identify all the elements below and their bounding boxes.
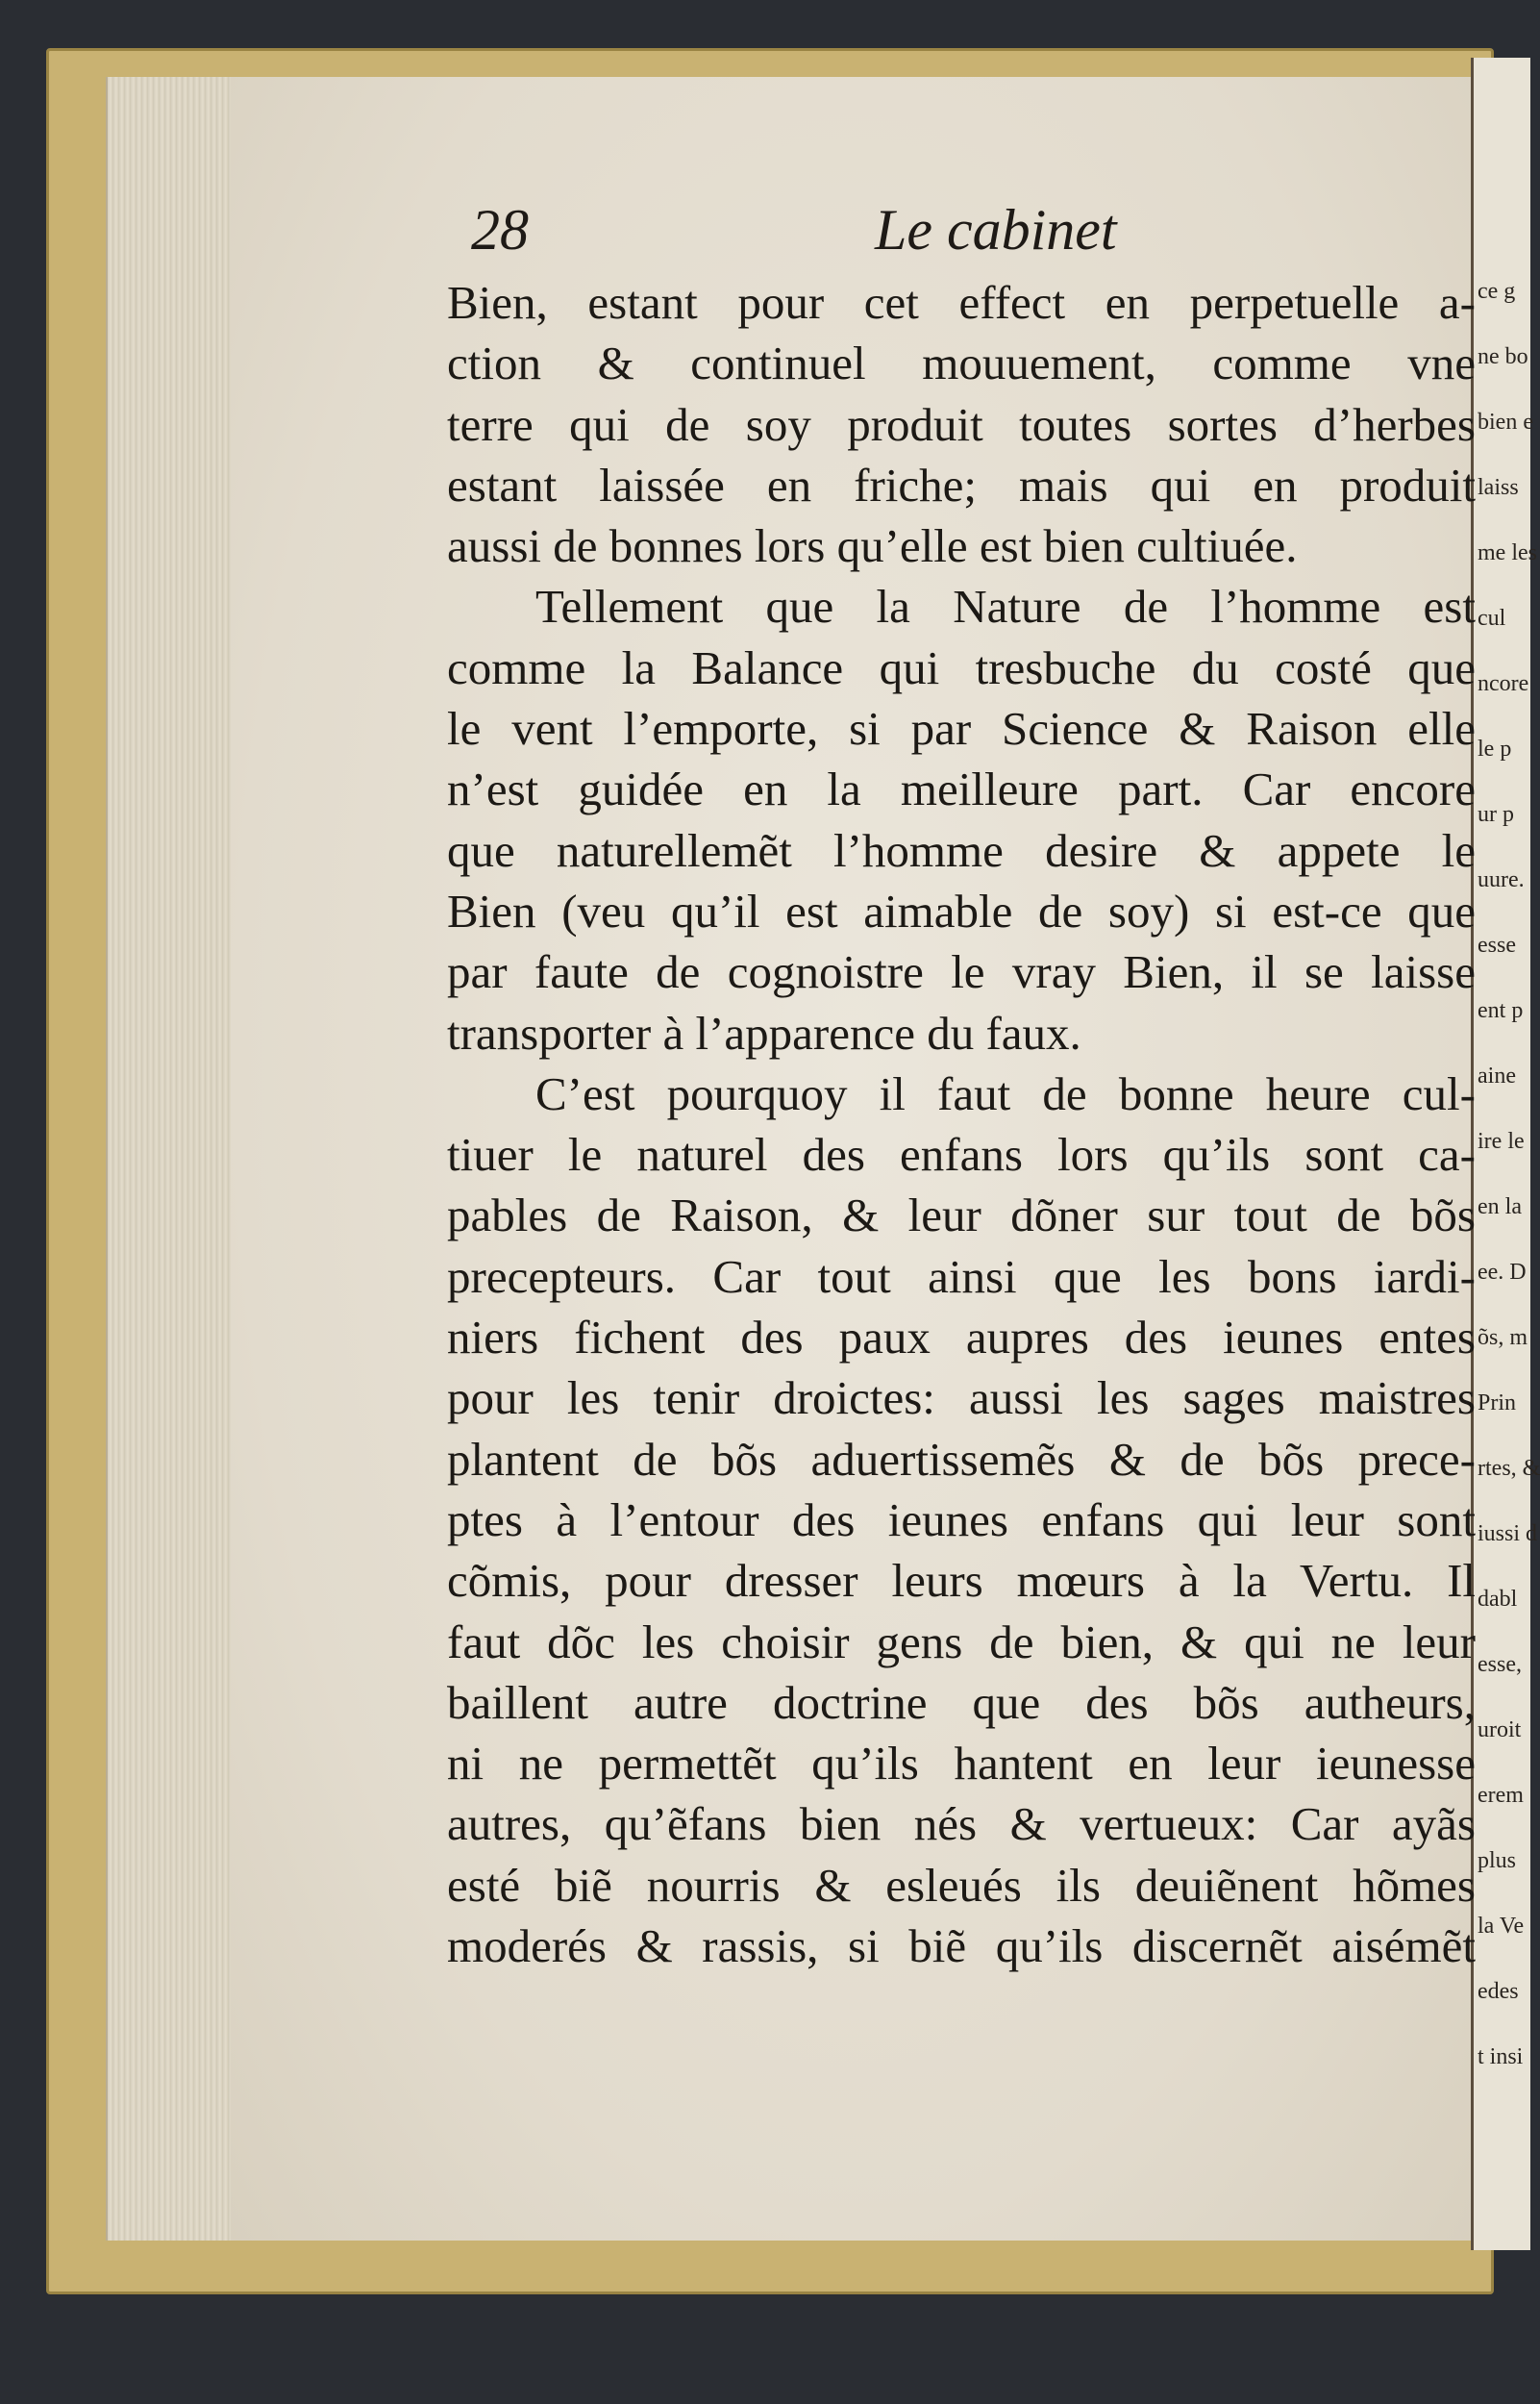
text-line: faut dõc les choisir gens de bien, & qui ne leur <box>447 1615 1476 1668</box>
neighbor-text-fragment: le p <box>1478 737 1512 762</box>
neighbor-text-fragment: ncore <box>1478 671 1529 696</box>
text-line: ni ne permettẽt qu’ils hantent en leur ieunesse <box>447 1737 1476 1790</box>
text-line: niers fichent des paux aupres des ieunes entes <box>447 1311 1476 1365</box>
neighbor-page-edge <box>1471 58 1540 2250</box>
text-line: n’est guidée en la meilleure part. Car encore <box>447 763 1476 816</box>
text-line: C’est pourquoy il faut de bonne heure cul- <box>535 1066 1476 1120</box>
neighbor-text-fragment: bien e <box>1478 410 1533 435</box>
text-line: Bien, estant pour cet effect en perpetuelle a- <box>447 276 1476 329</box>
text-line: comme la Balance qui tresbuche du costé que <box>447 640 1476 694</box>
text-line: ction & continuel mouuement, comme vne <box>447 337 1476 390</box>
text-line: pour les tenir droictes: aussi les sages maistres <box>447 1371 1476 1425</box>
neighbor-text-fragment: rtes, & <box>1478 1456 1540 1481</box>
text-line: que naturellemẽt l’homme desire & appete le <box>447 823 1476 877</box>
neighbor-text-fragment: edes <box>1478 1979 1519 2004</box>
neighbor-text-fragment: ce g <box>1478 279 1516 304</box>
neighbor-text-fragment: cul <box>1478 606 1506 631</box>
text-line: aussi de bonnes lors qu’elle est bien cultiuée. <box>447 519 1298 573</box>
body-text <box>447 272 1476 1976</box>
neighbor-text-fragment: esse <box>1478 933 1516 958</box>
text-line: terre qui de soy produit toutes sortes d’herbes <box>447 397 1476 451</box>
neighbor-text-fragment: ur p <box>1478 802 1514 827</box>
text-line: tiuer le naturel des enfans lors qu’ils sont ca- <box>447 1128 1476 1182</box>
text-line: ptes à l’entour des ieunes enfans qui leur sont <box>447 1492 1476 1546</box>
neighbor-text-fragment: erem <box>1478 1783 1524 1808</box>
neighbor-text-fragment: en la <box>1478 1194 1522 1219</box>
neighbor-text-fragment: la Ve <box>1478 1914 1525 1939</box>
neighbor-text-fragment: uure. <box>1478 867 1525 892</box>
neighbor-text-fragment: Prin <box>1478 1390 1517 1415</box>
page-edges <box>106 77 242 2241</box>
text-line: le vent l’emporte, si par Science & Raison elle <box>447 702 1476 756</box>
text-line: Tellement que la Nature de l’homme est <box>535 580 1476 634</box>
neighbor-text-fragment: me les <box>1478 540 1537 565</box>
neighbor-text-fragment: õs, m <box>1478 1325 1528 1350</box>
text-line: plantent de bõs aduertissemẽs & de bõs prece- <box>447 1432 1476 1486</box>
neighbor-text-fragment: uroit <box>1478 1717 1522 1742</box>
text-line: pables de Raison, & leur dõner sur tout de bõs <box>447 1189 1476 1242</box>
neighbor-text-fragment: iussi d <box>1478 1521 1538 1546</box>
neighbor-text-fragment: ne bo <box>1478 344 1528 369</box>
page-header <box>471 197 1163 274</box>
neighbor-text-fragment: plus <box>1478 1848 1517 1873</box>
text-line: Bien (veu qu’il est aimable de soy) si est-ce que <box>447 884 1476 938</box>
text-line: esté biẽ nourris & esleués ils deuiẽnent hõmes <box>447 1858 1476 1912</box>
neighbor-text-fragment: t insi <box>1478 2044 1524 2069</box>
text-line: autres, qu’ẽfans bien nés & vertueux: Car ayãs <box>447 1797 1476 1851</box>
text-line: par faute de cognoistre le vray Bien, il se laisse <box>447 945 1476 999</box>
neighbor-text-fragment: laiss <box>1478 475 1519 500</box>
text-line: moderés & rassis, si biẽ qu’ils discernẽt aisémẽt <box>447 1919 1476 1973</box>
text-line: cõmis, pour dresser leurs mœurs à la Vertu. Il <box>447 1554 1476 1608</box>
text-line: precepteurs. Car tout ainsi que les bons iardi- <box>447 1249 1476 1303</box>
neighbor-text-fragment: aine <box>1478 1064 1516 1089</box>
text-line: estant laissée en friche; mais qui en produit <box>447 458 1476 512</box>
neighbor-text-fragment: ire le <box>1478 1129 1525 1154</box>
neighbor-text-fragment: ee. D <box>1478 1260 1527 1285</box>
neighbor-text-fragment: dabl <box>1478 1587 1518 1612</box>
neighbor-text-fragment: ent p <box>1478 998 1524 1023</box>
neighbor-text-fragment: esse, <box>1478 1652 1522 1677</box>
running-head: Le cabinet <box>875 198 1117 262</box>
page-number: 28 <box>471 198 529 262</box>
text-line: baillent autre doctrine que des bõs autheurs, <box>447 1675 1476 1729</box>
text-line: transporter à l’apparence du faux. <box>447 1006 1081 1060</box>
